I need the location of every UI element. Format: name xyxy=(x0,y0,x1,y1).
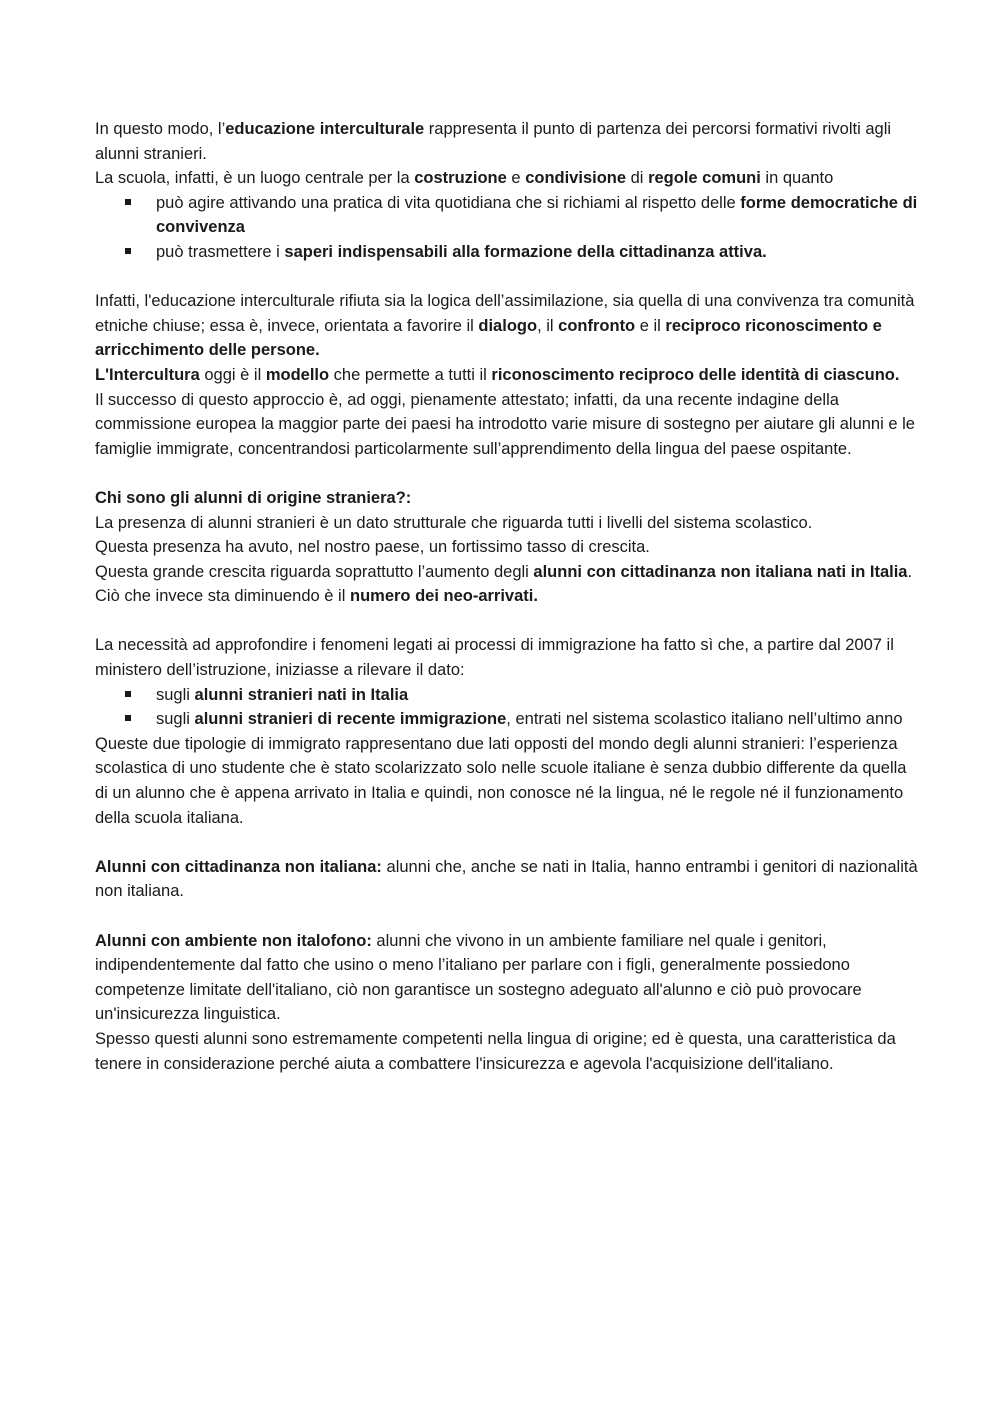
text-run: può agire attivando una pratica di vita quotidiana che si richiami al rispetto delle xyxy=(156,193,741,212)
bold-text: condivisione xyxy=(525,169,627,188)
text-run: sugli xyxy=(156,710,195,729)
paragraph xyxy=(95,535,920,560)
bold-text: Alunni con cittadinanza non italiana: xyxy=(95,857,382,876)
paragraph-spacer xyxy=(95,609,920,634)
text-run: Infatti, l'educazione interculturale rifiuta sia la logica dell’assimilazione, sia quella di una convivenza tra comunità etniche chiuse; essa è, invece, orientata a favorire il xyxy=(95,292,915,335)
paragraph xyxy=(95,929,920,1027)
bold-text: educazione interculturale xyxy=(225,120,425,138)
paragraph xyxy=(95,363,920,388)
list-item xyxy=(156,240,920,265)
text-run: . xyxy=(907,562,913,581)
text-run: Spesso questi alunni sono estremamente competenti nella lingua di origine; ed è questa, una caratteristica da tenere in considerazione perché aiuta a combattere l'insicurezza e agevola l'acquisizione dell'italiano. xyxy=(95,1029,896,1073)
paragraph xyxy=(95,732,920,830)
bullet-list xyxy=(95,191,920,265)
text-run: Questa presenza ha avuto, nel nostro paese, un fortissimo tasso di crescita. xyxy=(95,538,650,557)
bold-text: costruzione xyxy=(414,169,507,188)
text-run: Questa grande crescita riguarda soprattutto l’aumento degli xyxy=(95,562,534,581)
paragraph-spacer xyxy=(95,461,920,486)
list-item xyxy=(156,707,920,732)
paragraph xyxy=(95,633,920,682)
bold-text: modello xyxy=(265,365,330,384)
text-run: Ciò che invece sta diminuendo è il xyxy=(95,587,350,606)
paragraph xyxy=(95,486,920,511)
square-bullet-icon xyxy=(125,691,131,697)
bold-text: alunni stranieri di recente immigrazione xyxy=(194,710,507,729)
bold-text: regole comuni xyxy=(648,169,761,188)
text-run: Il successo di questo approccio è, ad oggi, pienamente attestato; infatti, da una recente indagine della commissione europea la maggior parte dei paesi ha introdotto varie misure di sostegno per aiutare gli alunni e le famiglie immigrate, concentrandosi particolarmente sull’apprendimento della lingua del paese ospitante. xyxy=(95,390,915,458)
bold-text: Alunni con ambiente non italofono: xyxy=(95,931,372,950)
paragraph xyxy=(95,511,920,536)
paragraph xyxy=(95,855,920,904)
paragraph xyxy=(95,560,920,585)
bold-text: saperi indispensabili alla formazione della cittadinanza attiva. xyxy=(284,242,767,261)
text-run: In questo modo, l’ xyxy=(95,120,226,138)
text-run: e xyxy=(506,169,526,188)
bold-text: forme democratiche di convivenza xyxy=(156,193,918,237)
text-run: , entrati nel sistema scolastico italiano nell’ultimo anno xyxy=(506,710,903,729)
paragraph xyxy=(95,289,920,363)
paragraph-spacer xyxy=(95,904,920,929)
text-run: può trasmettere i xyxy=(156,242,285,261)
text-run: Queste due tipologie di immigrato rappresentano due lati opposti del mondo degli alunni stranieri: l’esperienza scolastica di uno studente che è stato scolarizzato solo nelle scuole italiane è senza dubbio differente da quella di un alunno che è appena arrivato in Italia e quindi, non conosce né la lingua, né le regole né il funzionamento della scuola italiana. xyxy=(95,734,907,827)
bold-text: numero dei neo-arrivati. xyxy=(349,587,538,606)
square-bullet-icon xyxy=(125,199,131,205)
paragraph xyxy=(95,584,920,609)
text-run: La presenza di alunni stranieri è un dato strutturale che riguarda tutti i livelli del sistema scolastico. xyxy=(95,513,813,532)
paragraph-spacer xyxy=(95,830,920,855)
text-run: La scuola, infatti, è un luogo centrale per la xyxy=(95,169,415,188)
paragraph-spacer xyxy=(95,265,920,290)
text-run: alunni che vivono in un ambiente familiare nel quale i genitori, indipendentemente dal fatto che usino o meno l’italiano per parlare con i figli, generalmente possiedono competenze limitate dell'italiano, ciò non garantisce un sostegno adeguato all'alunno e ciò può provocare un'insicurezza linguistica. xyxy=(95,931,862,1024)
paragraph xyxy=(95,388,920,462)
text-run: alunni che, anche se nati in Italia, hanno entrambi i genitori di nazionalità non italiana. xyxy=(95,857,918,901)
bold-text: alunni con cittadinanza non italiana nati in Italia xyxy=(533,562,908,581)
text-run: in quanto xyxy=(760,169,834,188)
paragraph xyxy=(95,166,920,191)
square-bullet-icon xyxy=(125,248,131,254)
bold-text: Chi sono gli alunni di origine straniera?: xyxy=(95,488,412,507)
bold-text: confronto xyxy=(558,316,636,335)
list-item xyxy=(156,683,920,708)
text-run: oggi è il xyxy=(199,365,266,384)
bullet-list xyxy=(95,683,920,732)
paragraph xyxy=(95,117,920,166)
text-run: rappresenta il punto di partenza dei percorsi formativi rivolti agli alunni stranieri. xyxy=(95,120,892,163)
text-run: sugli xyxy=(156,685,195,704)
paragraph xyxy=(95,1027,920,1076)
text-run: di xyxy=(626,169,649,188)
square-bullet-icon xyxy=(125,715,131,721)
bold-text: dialogo xyxy=(478,316,538,335)
bold-text: riconoscimento reciproco delle identità di ciascuno. xyxy=(491,365,900,384)
bold-text: alunni stranieri nati in Italia xyxy=(194,685,409,704)
list-item xyxy=(156,191,920,240)
text-run: che permette a tutti il xyxy=(329,365,492,384)
bold-text: L'Intercultura xyxy=(95,365,200,384)
document-page xyxy=(95,117,920,1076)
bold-text: reciproco riconoscimento e arricchimento delle persone. xyxy=(95,316,882,360)
text-run: e il xyxy=(635,316,666,335)
text-run: , il xyxy=(537,316,559,335)
text-run: La necessità ad approfondire i fenomeni legati ai processi di immigrazione ha fatto sì che, a partire dal 2007 il ministero dell’istruzione, iniziasse a rilevare il dato: xyxy=(95,636,894,680)
